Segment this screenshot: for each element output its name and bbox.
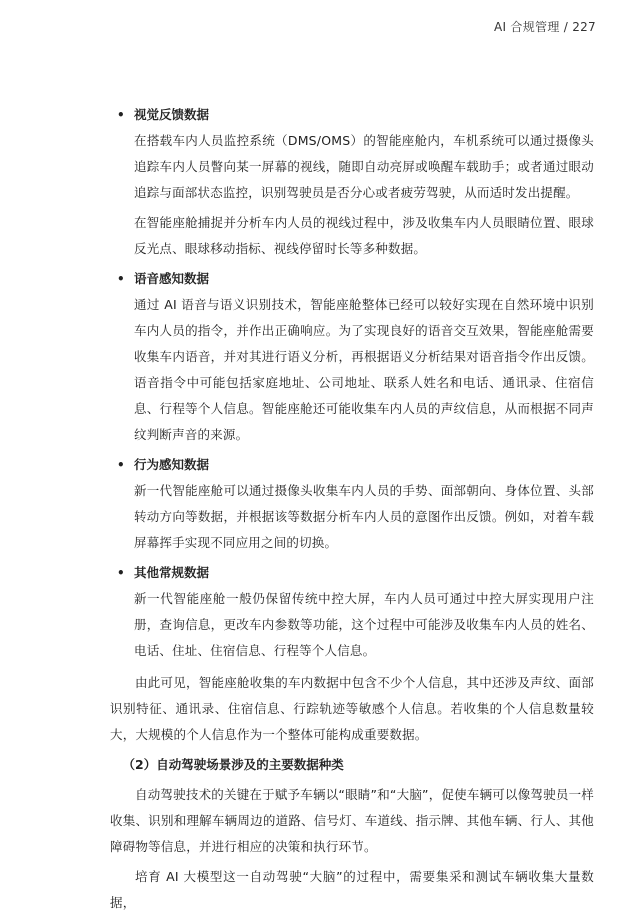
bullet-dot-icon: • (117, 108, 125, 122)
paragraph: 培育 AI 大模型这一自动驾驶“大脑”的过程中，需要集采和测试车辆收集大量数据， (110, 869, 594, 910)
bullet-heading (110, 268, 594, 290)
bullet-dot-icon: • (117, 566, 125, 580)
paragraph: 自动驾驶技术的关键在于赋予车辆以“眼睛”和“大脑”，促使车辆可以像驾驶员一样收集、识别和理解车辆周边的道路、信号灯、车道线、指示牌、其他车辆、行人、其他障碍物等信息，并进行相应的决策和执行环节。 (110, 787, 594, 854)
section-heading: （2）自动驾驶场景涉及的主要数据种类 (122, 757, 344, 772)
bullet-dot-icon: • (117, 272, 125, 286)
summary-paragraph: 由此可见，智能座舱收集的车内数据中包含不少个人信息，其中还涉及声纹、面部识别特征、通讯录、住宿信息、行踪轨迹等敏感个人信息。若收集的个人信息数量较大，大规模的个人信息作为一个整体可能构成重要数据。 (110, 675, 594, 742)
bullet-heading (110, 454, 594, 476)
paragraph: 新一代智能座舱一般仍保留传统中控大屏，车内人员可通过中控大屏实现用户注册，查询信息，更改车内参数等功能，这个过程中可能涉及收集车内人员的姓名、电话、住址、住宿信息、行程等个人信息。 (134, 591, 594, 658)
bullet-other-data (110, 562, 594, 664)
bullet-heading (110, 562, 594, 584)
bullet-title: 行为感知数据 (134, 457, 210, 472)
bullet-visual-feedback (110, 104, 594, 262)
paragraph: 在搭载车内人员监控系统（DMS/OMS）的智能座舱内，车机系统可以通过摄像头追踪车内人员瞥向某一屏幕的视线，随即自动亮屏或唤醒车载助手；或者通过眼动追踪与面部状态监控，识别驾驶员是否分心或者疲劳驾驶，从而适时发出提醒。 (134, 133, 594, 200)
bullet-title: 视觉反馈数据 (134, 107, 210, 122)
bullet-title: 其他常规数据 (134, 565, 210, 580)
bullet-heading (110, 104, 594, 126)
bullet-voice-perception (110, 268, 594, 448)
paragraph: 新一代智能座舱可以通过摄像头收集车内人员的手势、面部朝向、身体位置、头部转动方向等数据，并根据该等数据分析车内人员的意图作出反馈。例如，对着车载屏幕挥手实现不同应用之间的切换。 (134, 483, 594, 550)
page-body (110, 100, 594, 920)
paragraph: 通过 AI 语音与语义识别技术，智能座舱整体已经可以较好实现在自然环境中识别车内人员的指令，并作出正确响应。为了实现良好的语音交互效果，智能座舱需要收集车内语音，并对其进行语义分析，再根据语义分析结果对语音指令作出反馈。语音指令中可能包括家庭地址、公司地址、联系人姓名和电话、通讯录、住宿信息、行程等个人信息。智能座舱还可能收集车内人员的声纹信息，从而根据不同声纹判断声音的来源。 (134, 297, 594, 442)
bullet-title: 语音感知数据 (134, 271, 210, 286)
bullet-behavior-perception (110, 454, 594, 556)
paragraph: 在智能座舱捕捉并分析车内人员的视线过程中，涉及收集车内人员眼睛位置、眼球反光点、眼球移动指标、视线停留时长等多种数据。 (134, 215, 594, 256)
bullet-dot-icon: • (117, 458, 125, 472)
running-header: AI 合规管理 / 227 (493, 20, 596, 34)
